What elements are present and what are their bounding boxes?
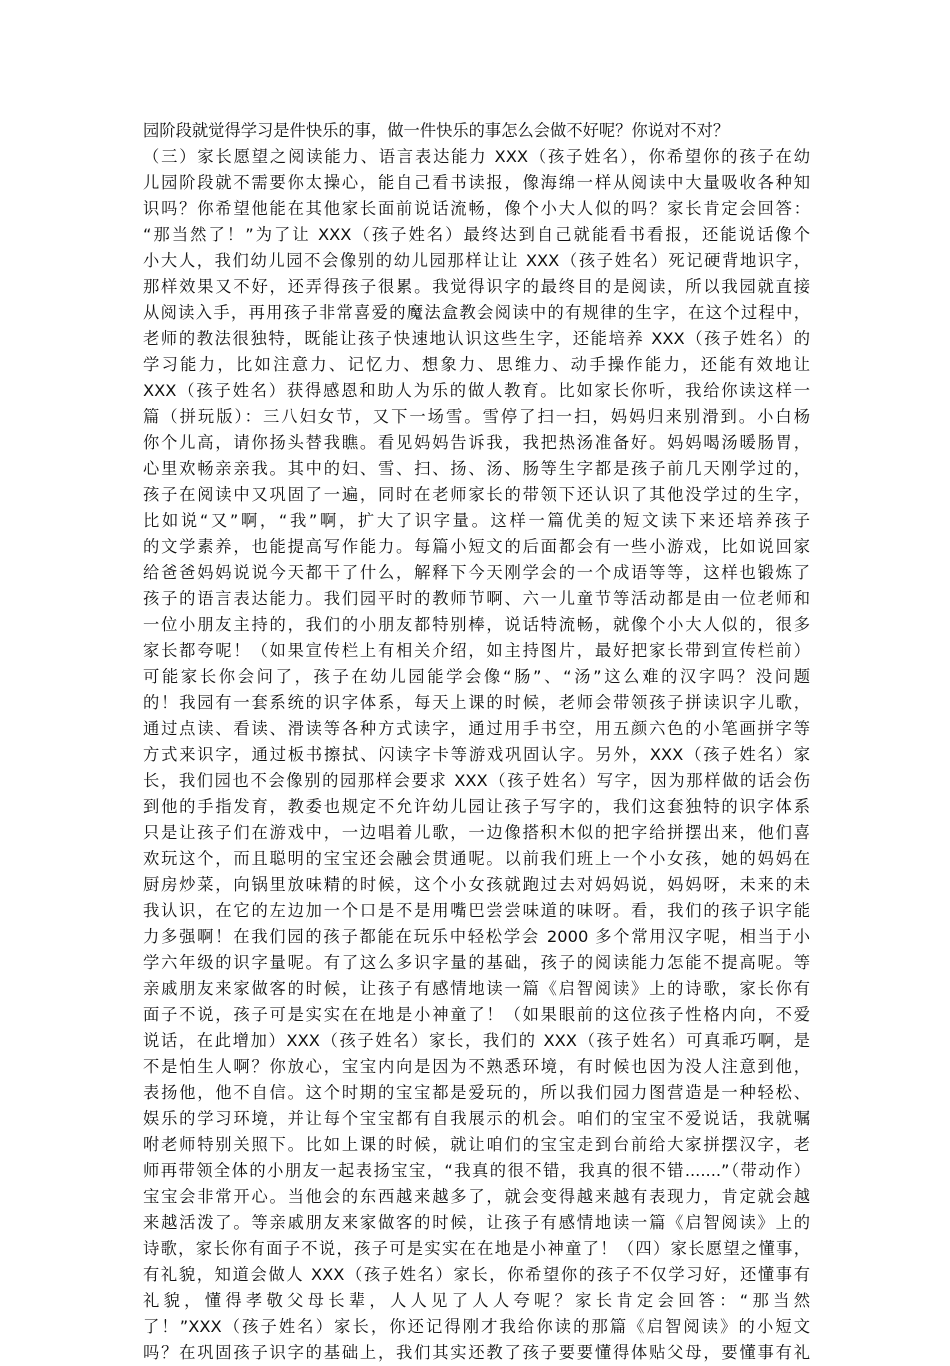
text-line: 吗？在巩固孩子识字的基础上，我们其实还教了孩子要要懂得体贴父母，要懂事有礼 <box>143 1343 810 1362</box>
text-line: 一位小朋友主持的，我们的小朋友都特别棒，说话特流畅，就像个小大人似的，很多 <box>143 615 810 634</box>
text-line: 有礼貌，知道会做人 XXX（孩子姓名）家长，你希望你的孩子不仅学习好，还懂事有 <box>143 1265 810 1284</box>
text-line: 学习能力，比如注意力、记忆力、想象力、思维力、动手操作能力，还能有效地让 <box>143 355 810 374</box>
text-line: 可能家长你会问了，孩子在幼儿园能学会像“肠”、“汤”这么难的汉字吗？没问题 <box>143 667 810 686</box>
text-line: 礼貌，懂得孝敬父母长辈，人人见了人人夸呢？家长肯定会回答：“那当然 <box>143 1291 810 1310</box>
document-page <box>143 118 810 1366</box>
text-line: 儿园阶段就不需要你太操心，能自己看书读报，像海绵一样从阅读中大量吸收各种知 <box>143 173 810 192</box>
text-line: 娱乐的学习环境，并让每个宝宝都有自我展示的机会。咱们的宝宝不爱说话，我就嘱 <box>143 1109 810 1128</box>
text-line: 那样效果又不好，还弄得孩子很累。我觉得识字的最终目的是阅读，所以我园就直接 <box>143 277 810 296</box>
text-line: 表扬他，他不自信。这个时期的宝宝都是爱玩的，所以我们园力图营造是一种轻松、 <box>143 1083 810 1102</box>
text-line: 师再带领全体的小朋友一起表扬宝宝，“我真的很不错，我真的很不错.......”（带动作） <box>143 1161 810 1180</box>
text-line: 你个儿高，请你扬头替我瞧。看见妈妈告诉我，我把热汤准备好。妈妈喝汤暖肠胃， <box>143 433 810 452</box>
text-line: 小大人，我们幼儿园不会像别的幼儿园那样让让 XXX（孩子姓名）死记硬背地识字， <box>143 251 810 270</box>
text-line: 老师的教法很独特，既能让孩子快速地认识这些生字，还能培养 XXX（孩子姓名）的 <box>143 329 810 348</box>
text-line: 厨房炒菜，向锅里放味精的时候，这个小女孩就跑过去对妈妈说，妈妈呀，未来的未 <box>143 875 810 894</box>
text-line: 园阶段就觉得学习是件快乐的事，做一件快乐的事怎么会做不好呢？你说对不对？ <box>143 121 730 140</box>
text-line: 亲戚朋友来家做客的时候，让孩子有感情地读一篇《启智阅读》上的诗歌，家长你有 <box>143 979 810 998</box>
text-line: 方式来识字，通过板书擦拭、闪读字卡等游戏巩固认字。另外，XXX（孩子姓名）家 <box>143 745 810 764</box>
text-line: 通过点读、看读、滑读等各种方式读字，通过用手书空，用五颜六色的小笔画拼字等 <box>143 719 810 738</box>
text-line: 咐老师特别关照下。比如上课的时候，就让咱们的宝宝走到台前给大家拼摆汉字，老 <box>143 1135 810 1154</box>
text-line: 给爸爸妈妈说说今天都干了什么，解释下今天刚学会的一个成语等等，这样也锻炼了 <box>143 563 810 582</box>
text-line: 面子不说，孩子可是实实在在地是小神童了！（如果眼前的这位孩子性格内向，不爱 <box>143 1005 810 1024</box>
text-line: 孩子在阅读中又巩固了一遍，同时在老师家长的带领下还认识了其他没学过的生字， <box>143 485 810 504</box>
text-line: 比如说“又”啊，“我”啊，扩大了识字量。这样一篇优美的短文读下来还培养孩子 <box>143 511 810 530</box>
text-line: 篇（拼玩版）：三八妇女节，又下一场雪。雪停了扫一扫，妈妈归来别滑到。小白杨 <box>143 407 810 426</box>
text-line: 识吗？你希望他能在其他家长面前说话流畅，像个小大人似的吗？家长肯定会回答： <box>143 199 810 218</box>
text-line: “那当然了！”为了让 XXX（孩子姓名）最终达到自己就能看书看报，还能说话像个 <box>143 225 810 244</box>
text-line: 不是怕生人啊？你放心，宝宝内向是因为不熟悉环境，有时候也因为没人注意到他， <box>143 1057 810 1076</box>
text-line: 的！我园有一套系统的识字体系，每天上课的时候，老师会带领孩子拼读识字儿歌， <box>143 693 810 712</box>
text-line: 来越活泼了。等亲戚朋友来家做客的时候，让孩子有感情地读一篇《启智阅读》上的 <box>143 1213 810 1232</box>
text-line: 欢玩这个，而且聪明的宝宝还会融会贯通呢。以前我们班上一个小女孩，她的妈妈在 <box>143 849 810 868</box>
text-line: 从阅读入手，再用孩子非常喜爱的魔法盒教会阅读中的有规律的生字，在这个过程中， <box>143 303 810 322</box>
text-line: 说话，在此增加）XXX（孩子姓名）家长，我们的 XXX（孩子姓名）可真乖巧啊，是 <box>143 1031 810 1050</box>
text-line: 了！”XXX（孩子姓名）家长，你还记得刚才我给你读的那篇《启智阅读》的小短文 <box>143 1317 810 1336</box>
text-line: 心里欢畅亲亲我。其中的妇、雪、扫、扬、汤、肠等生字都是孩子前几天刚学过的， <box>143 459 810 478</box>
text-line: 学六年级的识字量呢。有了这么多识字量的基础，孩子的阅读能力怎能不提高呢。等 <box>143 953 810 972</box>
text-line: 孩子的语言表达能力。我们园平时的教师节啊、六一儿童节等活动都是由一位老师和 <box>143 589 810 608</box>
text-line: 我认识，在它的左边加一个口是不是用嘴巴尝尝味道的味呀。看，我们的孩子识字能 <box>143 901 810 920</box>
text-line: 诗歌，家长你有面子不说，孩子可是实实在在地是小神童了！（四）家长愿望之懂事， <box>143 1239 810 1258</box>
text-line: 家长都夸呢！（如果宣传栏上有相关介绍，如主持图片，最好把家长带到宣传栏前） <box>143 641 810 660</box>
text-line: 只是让孩子们在游戏中，一边唱着儿歌，一边像搭积木似的把字给拼摆出来，他们喜 <box>143 823 810 842</box>
text-line: 宝宝会非常开心。当他会的东西越来越多了，就会变得越来越有表现力，肯定就会越 <box>143 1187 810 1206</box>
text-line: 长，我们园也不会像别的园那样会要求 XXX（孩子姓名）写字，因为那样做的话会伤 <box>143 771 810 790</box>
text-line: 力多强啊！在我们园的孩子都能在玩乐中轻松学会 2000 多个常用汉字呢，相当于小 <box>143 927 810 946</box>
text-line: 的文学素养，也能提高写作能力。每篇小短文的后面都会有一些小游戏，比如说回家 <box>143 537 810 556</box>
text-line: XXX（孩子姓名）获得感恩和助人为乐的做人教育。比如家长你听，我给你读这样一 <box>143 381 810 400</box>
text-line: （三）家长愿望之阅读能力、语言表达能力 XXX（孩子姓名），你希望你的孩子在幼 <box>143 147 810 166</box>
text-line: 到他的手指发育，教委也规定不允许幼儿园让孩子写字的，我们这套独特的识字体系 <box>143 797 810 816</box>
